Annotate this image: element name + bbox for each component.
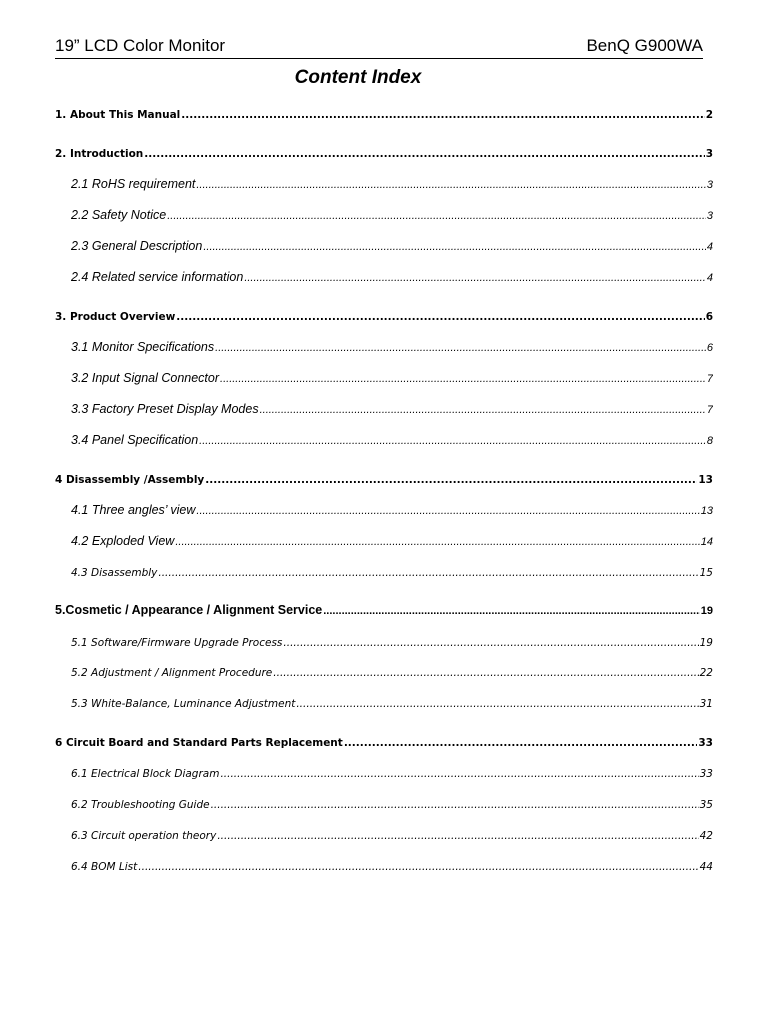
toc-entry-page: 8 [706, 435, 713, 447]
toc-entry-page: 6 [705, 311, 713, 323]
toc-entry-6-1[interactable] [71, 767, 713, 781]
toc-entry-page: 15 [699, 567, 713, 579]
toc-leader-dots [144, 147, 704, 161]
toc-entry-page: 31 [699, 698, 713, 710]
page-header [55, 36, 703, 59]
toc-leader-dots [205, 473, 697, 487]
toc-entry-label: 6 Circuit Board and Standard Parts Replacement [55, 737, 343, 749]
toc-leader-dots [203, 239, 706, 255]
toc-leader-dots [220, 767, 698, 781]
toc-entry-6-3[interactable] [71, 829, 713, 843]
toc-entry-6[interactable] [55, 736, 713, 750]
toc-entry-2-1[interactable] [71, 176, 713, 193]
toc-entry-label: 2.1 RoHS requirement [71, 177, 196, 191]
toc-leader-dots [220, 371, 706, 387]
toc-entry-2[interactable] [55, 147, 713, 161]
toc-entry-label: 6.1 Electrical Block Diagram [71, 768, 220, 780]
toc-entry-3[interactable] [55, 310, 713, 324]
toc-entry-5-2[interactable] [71, 666, 713, 680]
toc-leader-dots [196, 503, 699, 519]
toc-entry-label: 3.2 Input Signal Connector [71, 371, 220, 385]
toc-entry-4-2[interactable] [71, 533, 713, 550]
toc-leader-dots [211, 798, 699, 812]
toc-entry-4-1[interactable] [71, 502, 713, 519]
toc-entry-3-2[interactable] [71, 370, 713, 387]
toc-entry-6-4[interactable] [71, 860, 713, 874]
content-index-title: Content Index [294, 67, 422, 88]
toc-entry-label: 5.2 Adjustment / Alignment Procedure [71, 667, 273, 679]
toc-entry-page: 44 [699, 861, 713, 873]
toc-entry-5-3[interactable] [71, 697, 713, 711]
toc-leader-dots [167, 208, 706, 224]
toc-entry-label: 4.2 Exploded View [71, 534, 175, 548]
toc-entry-label: 4.3 Disassembly [71, 567, 158, 579]
toc-entry-2-2[interactable] [71, 207, 713, 224]
toc-leader-dots [176, 310, 704, 324]
header-model-name: BenQ G900WA [586, 36, 703, 55]
toc-leader-dots [196, 177, 706, 193]
toc-entry-5-1[interactable] [71, 636, 713, 650]
toc-leader-dots [344, 736, 698, 750]
toc-entry-label: 4.1 Three angles’ view [71, 503, 196, 517]
toc-leader-dots [181, 108, 704, 122]
toc-entry-4[interactable] [55, 473, 713, 487]
toc-entry-page: 42 [699, 830, 713, 842]
toc-entry-page: 33 [699, 768, 713, 780]
toc-entry-page: 4 [706, 241, 713, 253]
toc-entry-page: 35 [699, 799, 713, 811]
toc-entry-page: 13 [698, 474, 713, 486]
toc-entry-label: 4 Disassembly /Assembly [55, 474, 205, 486]
toc-leader-dots [175, 534, 699, 550]
toc-leader-dots [260, 402, 706, 418]
toc-entry-3-3[interactable] [71, 401, 713, 418]
toc-entry-label: 1. About This Manual [55, 109, 181, 121]
toc-entry-1[interactable] [55, 108, 713, 122]
toc-entry-label: 3.3 Factory Preset Display Modes [71, 402, 259, 416]
toc-entry-label: 5.Cosmetic / Appearance / Alignment Service [55, 603, 323, 617]
toc-entry-label: 6.3 Circuit operation theory [71, 830, 217, 842]
toc-entry-label: 3.4 Panel Specification [71, 433, 199, 447]
toc-entry-label: 3.1 Monitor Specifications [71, 340, 215, 354]
toc-leader-dots [296, 697, 698, 711]
toc-entry-page: 3 [706, 210, 713, 222]
toc-entry-label: 3. Product Overview [55, 311, 176, 323]
toc-leader-dots [199, 433, 706, 449]
toc-entry-page: 6 [706, 342, 713, 354]
toc-entry-page: 19 [699, 637, 713, 649]
toc-leader-dots [273, 666, 698, 680]
toc-entry-5[interactable] [55, 602, 713, 619]
toc-entry-label: 2. Introduction [55, 148, 144, 160]
toc-entry-2-3[interactable] [71, 238, 713, 255]
toc-entry-page: 7 [706, 404, 713, 416]
toc-entry-page: 14 [700, 536, 713, 548]
toc-entry-3-4[interactable] [71, 432, 713, 449]
toc-entry-4-3[interactable] [71, 566, 713, 580]
toc-entry-label: 6.4 BOM List [71, 861, 138, 873]
toc-entry-page: 33 [698, 737, 713, 749]
toc-entry-label: 5.3 White-Balance, Luminance Adjustment [71, 698, 296, 710]
toc-entry-page: 3 [706, 179, 713, 191]
toc-entry-label: 6.2 Troubleshooting Guide [71, 799, 210, 811]
toc-entry-page: 2 [705, 109, 713, 121]
toc-entry-6-2[interactable] [71, 798, 713, 812]
toc-leader-dots [138, 860, 698, 874]
toc-entry-label: 2.2 Safety Notice [71, 208, 167, 222]
toc-leader-dots [283, 636, 698, 650]
toc-entry-page: 19 [700, 605, 713, 617]
toc-leader-dots [158, 566, 698, 580]
toc-entry-3-1[interactable] [71, 339, 713, 356]
toc-entry-label: 5.1 Software/Firmware Upgrade Process [71, 637, 283, 649]
toc-leader-dots [244, 270, 706, 286]
header-product-title: 19” LCD Color Monitor [55, 36, 226, 55]
toc-entry-page: 13 [700, 505, 713, 517]
toc-leader-dots [323, 603, 700, 619]
toc-leader-dots [217, 829, 698, 843]
toc-entry-page: 3 [705, 148, 713, 160]
toc-entry-2-4[interactable] [71, 269, 713, 286]
toc-entry-label: 2.3 General Description [71, 239, 203, 253]
toc-leader-dots [215, 340, 706, 356]
toc-entry-label: 2.4 Related service information [71, 270, 244, 284]
toc-entry-page: 22 [699, 667, 713, 679]
toc-entry-page: 4 [706, 272, 713, 284]
toc-entry-page: 7 [706, 373, 713, 385]
